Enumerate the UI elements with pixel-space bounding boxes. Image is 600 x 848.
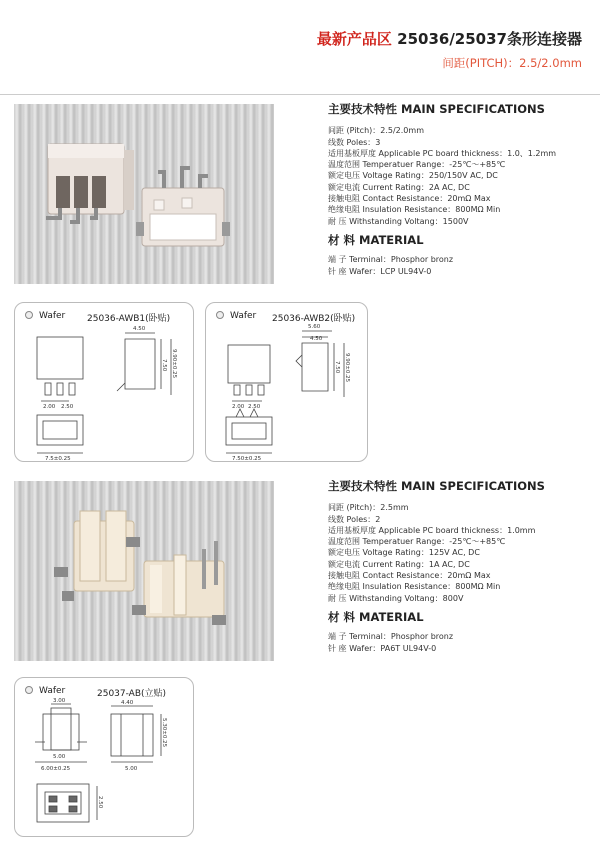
dim-label: 7.5±0.25 xyxy=(45,456,71,462)
dim-label: 7.50 xyxy=(161,359,167,372)
spec-row: 适用基板厚度 Applicable PC board thickness：1.0、1.2mm xyxy=(328,148,557,158)
spec-title: 主要技术特性 MAIN SPECIFICATIONS xyxy=(328,102,545,116)
material-row: 针 座 Wafer：PA6T UL94V-0 xyxy=(328,643,437,653)
dim-label: 2.50 xyxy=(248,404,261,410)
spec-row: 间距 (Pitch)：2.5/2.0mm xyxy=(328,126,424,136)
spec-row: 接触电阻 Contact Resistance：20mΩ Max xyxy=(328,194,491,204)
spec-row: 温度范围 Temperatuer Range：-25℃～+85℃ xyxy=(328,537,506,547)
spec-row: 耐 压 Withstanding Voltang：800V xyxy=(328,593,464,603)
spec-row: 适用基板厚度 Applicable PC board thickness：1.0mm xyxy=(328,525,536,535)
connector-illustration-25037 xyxy=(14,481,274,661)
dim-label: 9.90±0.25 xyxy=(171,349,177,379)
technical-drawing-awb2 xyxy=(206,303,369,463)
spec-row: 接触电阻 Contact Resistance：20mΩ Max xyxy=(328,571,491,581)
spec-row: 间距 (Pitch)：2.5mm xyxy=(328,503,409,513)
product-photo-25036 xyxy=(14,104,274,284)
dim-label: 5.00 xyxy=(125,766,138,772)
material-row: 端 子 Terminal：Phosphor bronz xyxy=(328,255,454,265)
spec-title: 主要技术特性 MAIN SPECIFICATIONS xyxy=(328,479,545,493)
drawing-wafer-label: Wafer xyxy=(25,311,65,321)
dim-label: 5.60 xyxy=(308,324,321,330)
connector-illustration-25036 xyxy=(14,104,274,284)
drawing-box-awb1 xyxy=(14,302,194,462)
title-black: 25036/25037条形连接器 xyxy=(397,30,582,48)
page-header xyxy=(317,28,582,71)
drawing-part-number: 25036-AWB2(卧贴) xyxy=(272,314,356,324)
drawing-box-awb2 xyxy=(205,302,368,462)
specs-25036 xyxy=(328,104,588,277)
spec-row: 绝缘电阻 Insulation Resistance：800MΩ Min xyxy=(328,205,501,215)
product-photo-25037 xyxy=(14,481,274,661)
pitch-subtitle: 间距(PITCH)：2.5/2.0mm xyxy=(442,56,582,70)
dim-label: 4.50 xyxy=(133,326,146,332)
drawing-box-ab xyxy=(14,677,194,837)
page-title xyxy=(317,28,582,49)
dim-label: 2.50 xyxy=(61,404,74,410)
drawing-part-number: 25037-AB(立贴) xyxy=(97,689,167,699)
title-red: 最新产品区 xyxy=(316,30,392,48)
dim-label: 7.50 xyxy=(334,361,340,374)
material-title: 材 料 MATERIAL xyxy=(328,232,424,247)
dim-label: 2.00 xyxy=(43,404,56,410)
technical-drawing-ab xyxy=(15,678,195,838)
dim-label: 7.50±0.25 xyxy=(232,456,262,462)
spec-row: 额定电流 Current Rating：1A AC, DC xyxy=(328,559,470,569)
dim-label: 4.40 xyxy=(121,700,134,706)
dim-label: 9.90±0.25 xyxy=(344,353,350,383)
dim-label: 5.30±0.25 xyxy=(161,718,167,748)
specs-25037 xyxy=(328,481,588,654)
spec-row: 绝缘电阻 Insulation Resistance：800MΩ Min xyxy=(328,582,501,592)
dim-label: 3.00 xyxy=(53,698,66,704)
spec-row: 耐 压 Withstanding Voltang：1500V xyxy=(328,216,469,226)
drawing-wafer-label: Wafer xyxy=(216,311,256,321)
dim-label: 2.50 xyxy=(97,796,103,809)
dim-label: 4.50 xyxy=(310,336,323,342)
dim-label: 5.00 xyxy=(53,754,66,760)
header-divider xyxy=(0,94,600,95)
spec-row: 温度范围 Temperatuer Range：-25℃～+85℃ xyxy=(328,160,506,170)
material-title: 材 料 MATERIAL xyxy=(328,609,424,624)
spec-row: 线数 Poles：2 xyxy=(328,514,381,524)
spec-row: 额定电压 Voltage Rating：250/150V AC, DC xyxy=(328,171,498,181)
dim-label: 2.00 xyxy=(232,404,245,410)
spec-row: 线数 Poles：3 xyxy=(328,137,381,147)
material-row: 针 座 Wafer：LCP UL94V-0 xyxy=(328,266,432,276)
material-row: 端 子 Terminal：Phosphor bronz xyxy=(328,632,454,642)
drawing-wafer-label: Wafer xyxy=(25,686,65,696)
spec-row: 额定电流 Current Rating：2A AC, DC xyxy=(328,182,470,192)
technical-drawing-awb1 xyxy=(15,303,195,463)
dim-label: 6.00±0.25 xyxy=(41,766,71,772)
drawing-part-number: 25036-AWB1(卧贴) xyxy=(87,314,171,324)
spec-row: 额定电压 Voltage Rating：125V AC, DC xyxy=(328,548,480,558)
